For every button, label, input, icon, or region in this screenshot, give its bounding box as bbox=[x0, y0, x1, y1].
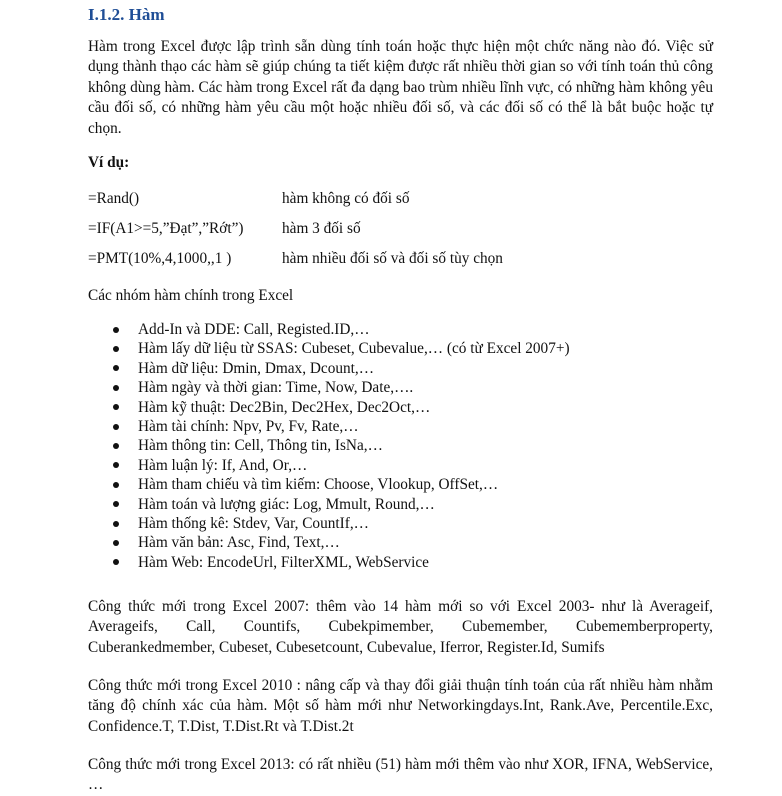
bullet-icon bbox=[113, 346, 119, 352]
bullet-icon bbox=[113, 385, 119, 391]
example-description: hàm 3 đối số bbox=[282, 220, 361, 237]
list-item: Hàm lấy dữ liệu từ SSAS: Cubeset, Cubevalue,… (có từ Excel 2007+) bbox=[88, 339, 570, 358]
list-item: Hàm tham chiếu và tìm kiếm: Choose, Vlookup, OffSet,… bbox=[88, 475, 570, 494]
bullet-icon bbox=[113, 501, 119, 507]
example-formula: =IF(A1>=5,”Đạt”,”Rớt”) bbox=[88, 220, 244, 237]
bullet-icon bbox=[113, 327, 119, 333]
excel-2013-paragraph: Công thức mới trong Excel 2013: có rất nhiều (51) hàm mới thêm vào như XOR, IFNA, WebService, … bbox=[88, 756, 713, 794]
list-item: Hàm tài chính: Npv, Pv, Fv, Rate,… bbox=[88, 417, 570, 436]
intro-paragraph: Hàm trong Excel được lập trình sẵn dùng tính toán hoặc thực hiện một chức năng nào đó. Việc sử dụng thành thạo các hàm sẽ giúp chúng ta tiết kiệm được rất nhiều thời gian so với tính toán thủ công không dùng hàm. Các hàm trong Excel rất đa dạng bao trùm nhiều lĩnh vực, có những hàm không yêu cầu đối số, có những hàm yêu cầu một hoặc nhiều đối số, và các đối số có thể là bắt buộc hoặc tự chọn. bbox=[88, 38, 713, 137]
excel-2010-paragraph: Công thức mới trong Excel 2010 : nâng cấp và thay đổi giải thuận tính toán của rất nhiều hàm nhằm tăng độ chính xác của hàm. Một số hàm mới như Networkingdays.Int, Rank.Ave, Percentile.Exc, Confidence.T, T.Dist, T.Dist.Rt và T.Dist.2t bbox=[88, 677, 713, 735]
bullet-icon bbox=[113, 540, 119, 546]
example-formula: =PMT(10%,4,1000,,1 ) bbox=[88, 250, 232, 267]
section-heading: I.1.2. Hàm bbox=[88, 5, 165, 24]
groups-title: Các nhóm hàm chính trong Excel bbox=[88, 287, 294, 304]
example-description: hàm nhiều đối số và đối số tùy chọn bbox=[282, 250, 503, 267]
bullet-icon bbox=[113, 404, 119, 410]
excel-2007-paragraph: Công thức mới trong Excel 2007: thêm vào 14 hàm mới so với Excel 2003- như là Averageif, Averageifs, Call, Countifs, Cubekpimember, Cubemember, Cubememberproperty, Cuberankedmember, Cubeset, Cubesetcount, Cubevalue, Iferror, Register.Id, Sumifs bbox=[88, 598, 713, 656]
list-item: Hàm dữ liệu: Dmin, Dmax, Dcount,… bbox=[88, 359, 570, 378]
list-item: Hàm văn bản: Asc, Find, Text,… bbox=[88, 533, 570, 552]
example-formula: =Rand() bbox=[88, 190, 140, 207]
bullet-icon bbox=[113, 365, 119, 371]
bullet-icon bbox=[113, 482, 119, 488]
list-item: Hàm kỹ thuật: Dec2Bin, Dec2Hex, Dec2Oct,… bbox=[88, 398, 570, 417]
bullet-icon bbox=[113, 443, 119, 449]
list-item: Hàm ngày và thời gian: Time, Now, Date,…. bbox=[88, 378, 570, 397]
bullet-icon bbox=[113, 462, 119, 468]
list-item: Hàm thông tin: Cell, Thông tin, IsNa,… bbox=[88, 436, 570, 455]
bullet-icon bbox=[113, 424, 119, 430]
bullet-icon bbox=[113, 559, 119, 565]
list-item: Add-In và DDE: Call, Registed.ID,… bbox=[88, 320, 570, 339]
list-item: Hàm toán và lượng giác: Log, Mmult, Round,… bbox=[88, 495, 570, 514]
list-item: Hàm thống kê: Stdev, Var, CountIf,… bbox=[88, 514, 570, 533]
list-item: Hàm Web: EncodeUrl, FilterXML, WebService bbox=[88, 553, 570, 572]
bullet-icon bbox=[113, 521, 119, 527]
example-label: Ví dụ: bbox=[88, 154, 130, 171]
list-item: Hàm luận lý: If, And, Or,… bbox=[88, 456, 570, 475]
function-groups-list bbox=[88, 320, 570, 572]
example-description: hàm không có đối số bbox=[282, 190, 410, 207]
